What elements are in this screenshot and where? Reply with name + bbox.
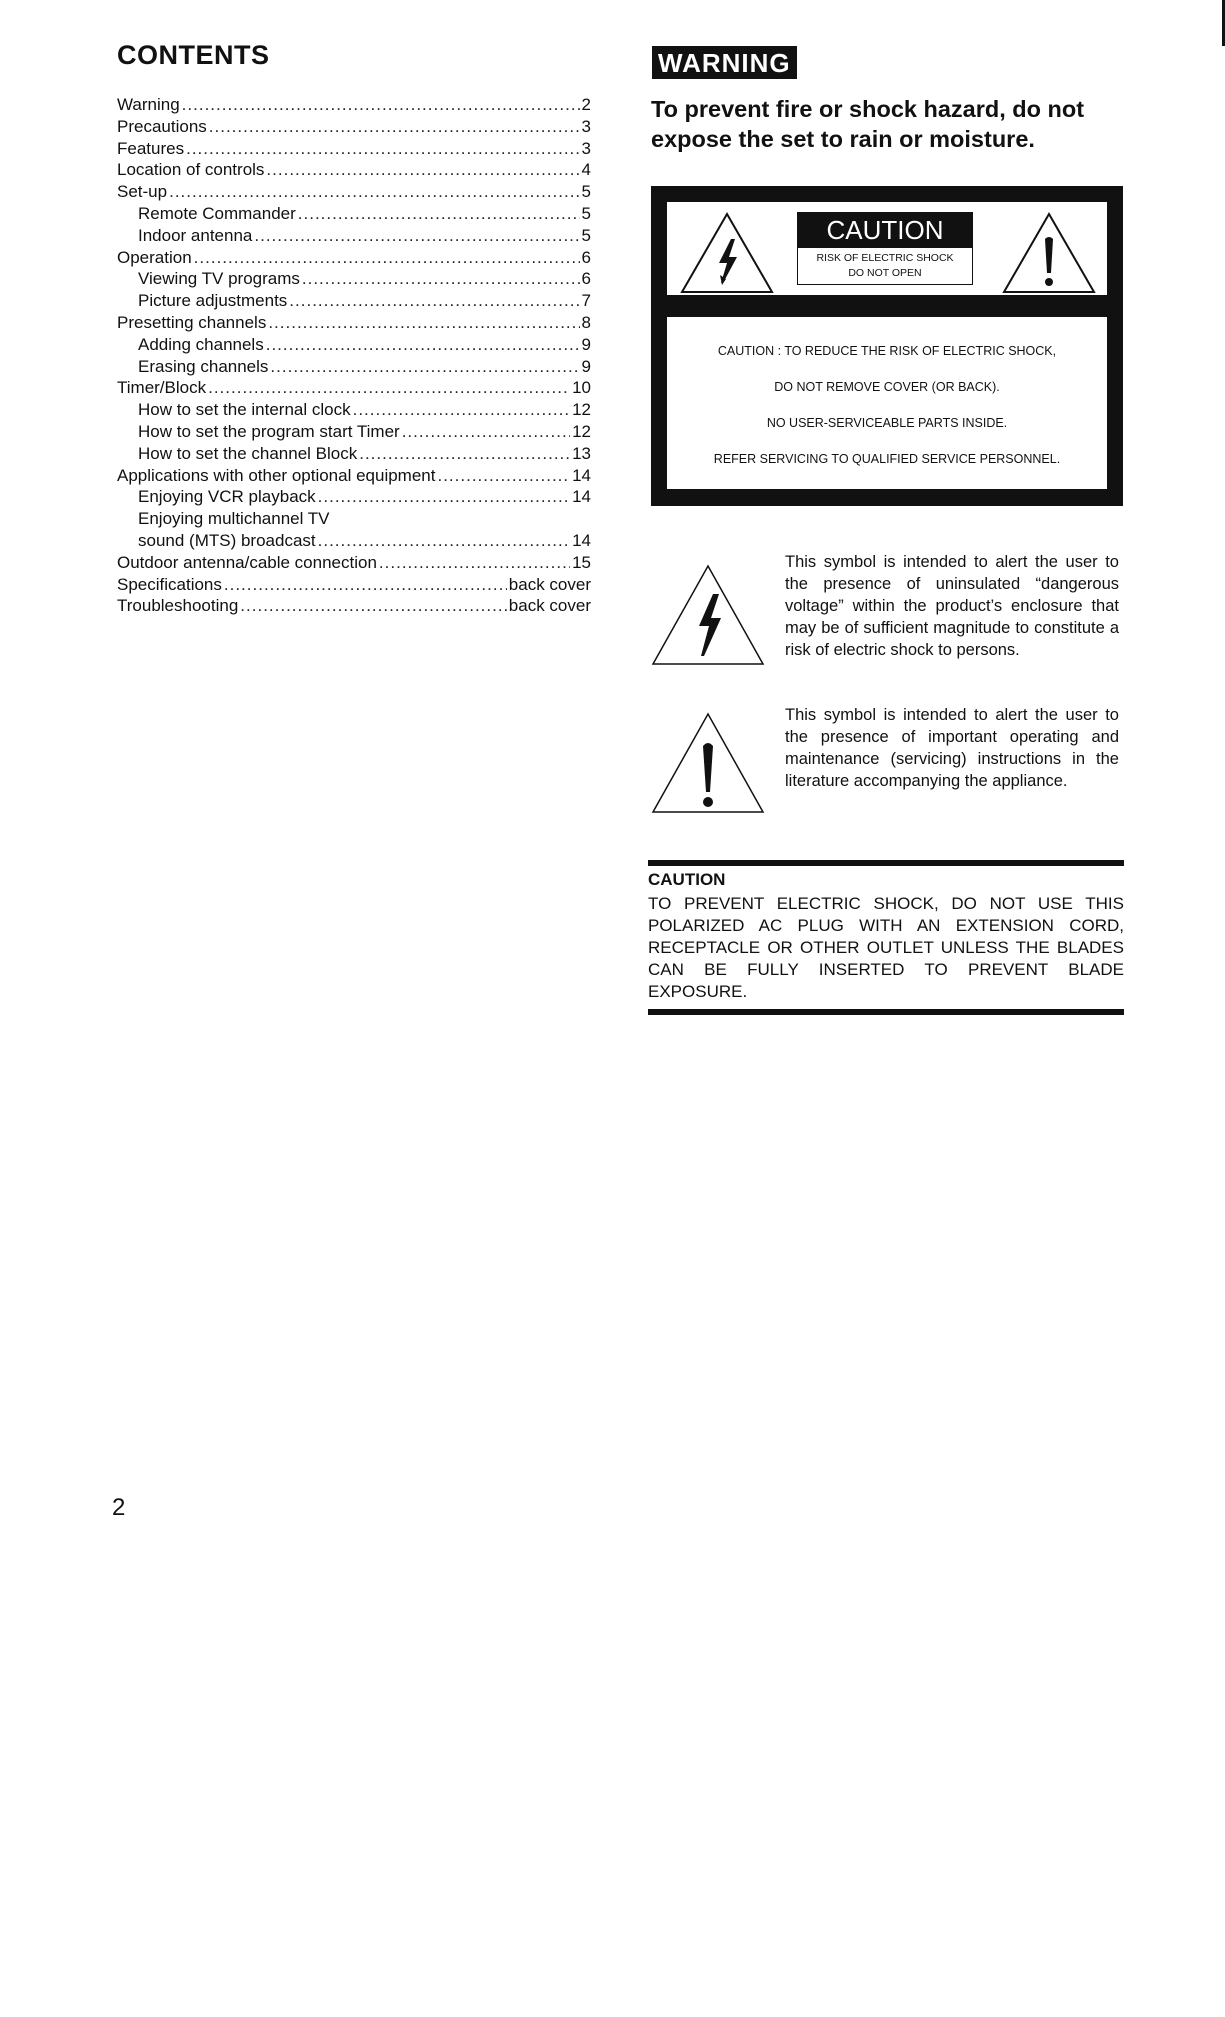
toc-entry (117, 247, 591, 269)
toc-entry (117, 421, 591, 443)
toc-entry (117, 574, 591, 596)
exclamation-symbol-text: This symbol is intended to alert the user to the presence of important operating and maintenance (servicing) instructions in the literature accompanying the appliance. (785, 706, 1119, 790)
toc-entry-page: 14 (572, 465, 591, 485)
warning-badge: WARNING (652, 46, 797, 79)
toc-entry-label: Enjoying multichannel TV (138, 509, 330, 529)
toc-entry (117, 486, 591, 508)
toc-entry-page: 6 (581, 247, 591, 267)
caution-label-top-panel (667, 202, 1107, 295)
toc-entry-label: Erasing channels (138, 356, 269, 376)
toc-entry (117, 530, 591, 552)
toc-entry (117, 225, 591, 247)
toc-leader-dots (208, 377, 570, 399)
toc-leader-dots (379, 552, 570, 574)
caution-label-sub-line1: RISK OF ELECTRIC SHOCK (816, 252, 954, 264)
toc-entry (117, 377, 591, 399)
toc-entry-label: Set-up (117, 182, 168, 202)
electric-shock-warning-icon (651, 564, 765, 666)
toc-entry-page: 6 (581, 269, 591, 289)
toc-entry (117, 443, 591, 465)
toc-entry (117, 356, 591, 378)
caution-label-subtext (797, 248, 973, 285)
toc-entry (117, 94, 591, 116)
toc-entry (117, 595, 591, 617)
toc-leader-dots (289, 290, 579, 312)
toc-entry-label: Adding channels (138, 334, 264, 354)
toc-entry (117, 203, 591, 225)
toc-entry-label: Viewing TV programs (138, 269, 300, 289)
toc-entry (117, 399, 591, 421)
toc-entry-label: How to set the program start Timer (138, 421, 400, 441)
toc-leader-dots (209, 116, 580, 138)
toc-entry-page: 10 (572, 378, 591, 398)
toc-entry (117, 159, 591, 181)
toc-leader-dots (359, 443, 570, 465)
plug-caution-text: TO PREVENT ELECTRIC SHOCK, DO NOT USE THIS POLARIZED AC PLUG WITH AN EXTENSION CORD, RECEPTACLE OR OTHER OUTLET UNLESS THE BLADES CAN BE FULLY INSERTED TO PREVENT BLADE EXPOSURE. (648, 894, 1124, 1001)
plug-caution-title: CAUTION (648, 870, 726, 889)
toc-entry-page: 15 (572, 552, 591, 572)
divider-top (648, 860, 1124, 866)
lightning-triangle-icon (679, 211, 775, 295)
toc-entry-label: Remote Commander (138, 203, 296, 223)
toc-entry-page: 12 (572, 400, 591, 420)
toc-entry-page: 5 (581, 182, 591, 202)
toc-leader-dots (266, 334, 580, 356)
table-of-contents (117, 94, 591, 617)
toc-leader-dots (298, 203, 580, 225)
toc-leader-dots (182, 94, 580, 116)
toc-leader-dots (224, 574, 507, 596)
toc-entry (117, 552, 591, 574)
toc-entry (117, 268, 591, 290)
warning-statement: To prevent fire or shock hazard, do not expose the set to rain or moisture. (651, 96, 1085, 152)
toc-leader-dots (437, 465, 570, 487)
toc-leader-dots (240, 595, 507, 617)
toc-entry-label: Operation (117, 247, 192, 267)
caution-label-line1: CAUTION : TO REDUCE THE RISK OF ELECTRIC SHOCK, (717, 344, 1057, 358)
toc-leader-dots (186, 138, 579, 160)
lightning-symbol-text: This symbol is intended to alert the user to the presence of uninsulated “dangerous voltage” within the product’s enclosure that may be of sufficient magnitude to constitute a risk of electric shock to persons. (785, 553, 1119, 659)
toc-entry-label: Location of controls (117, 160, 265, 180)
toc-entry-label: sound (MTS) broadcast (138, 530, 316, 550)
toc-leader-dots (318, 486, 570, 508)
toc-leader-dots (194, 247, 580, 269)
toc-entry-page: 4 (581, 160, 591, 180)
toc-entry (117, 181, 591, 203)
caution-label-line3: NO USER-SERVICEABLE PARTS INSIDE. (766, 416, 1008, 430)
contents-title: CONTENTS (117, 40, 270, 70)
caution-label-line4: REFER SERVICING TO QUALIFIED SERVICE PERSONNEL. (713, 452, 1061, 466)
toc-leader-dots (270, 356, 579, 378)
toc-entry-page: 13 (572, 443, 591, 463)
toc-entry-page: 9 (581, 334, 591, 354)
toc-entry-page: 12 (572, 421, 591, 441)
toc-entry-page: 8 (581, 312, 591, 332)
toc-entry (117, 465, 591, 487)
caution-label-bottom-panel (667, 317, 1107, 489)
toc-entry-label: Troubleshooting (117, 596, 239, 616)
toc-entry (117, 138, 591, 160)
lightning-symbol-explanation (651, 551, 1123, 681)
toc-leader-dots (402, 421, 570, 443)
toc-leader-dots (268, 312, 579, 334)
toc-entry-page: 14 (572, 530, 591, 550)
toc-entry-page: 3 (581, 138, 591, 158)
caution-label-plate (797, 212, 973, 289)
toc-entry-label: Presetting channels (117, 312, 267, 332)
toc-entry-page: 5 (581, 203, 591, 223)
toc-leader-dots (353, 399, 570, 421)
toc-leader-dots (266, 159, 579, 181)
toc-entry-page: 2 (581, 95, 591, 114)
toc-entry-page: 14 (572, 487, 591, 507)
toc-entry-page: 5 (581, 225, 591, 245)
toc-entry-label: Precautions (117, 116, 207, 136)
toc-leader-dots (302, 268, 580, 290)
toc-leader-dots (169, 181, 579, 203)
page-number: 2 (112, 1494, 126, 1521)
toc-entry-label: Picture adjustments (138, 291, 288, 311)
toc-entry-page: back cover (508, 574, 591, 594)
toc-entry-label: Specifications (117, 574, 222, 594)
toc-entry (117, 312, 591, 334)
caution-label-sub-line2: DO NOT OPEN (848, 267, 922, 279)
toc-entry-label: How to set the internal clock (138, 400, 351, 420)
toc-entry-label: Indoor antenna (138, 225, 253, 245)
attention-warning-icon (651, 712, 765, 814)
toc-entry (117, 508, 591, 530)
toc-entry-label: Features (117, 138, 185, 158)
toc-entry-label: Outdoor antenna/cable connection (117, 552, 377, 572)
toc-entry (117, 334, 591, 356)
toc-entry-label: Timer/Block (117, 378, 207, 398)
toc-entry-label: Enjoying VCR playback (138, 487, 316, 507)
exclamation-symbol-explanation (651, 704, 1123, 814)
caution-label-line2: DO NOT REMOVE COVER (OR BACK). (774, 380, 1000, 394)
toc-entry (117, 116, 591, 138)
toc-entry-page: 9 (581, 356, 591, 376)
toc-entry-label: Warning (117, 95, 180, 114)
toc-leader-dots (318, 530, 570, 552)
toc-entry-label: How to set the channel Block (138, 443, 358, 463)
toc-entry-page: 3 (581, 116, 591, 136)
toc-entry (117, 290, 591, 312)
toc-entry-page: back cover (508, 596, 591, 616)
toc-entry-label: Applications with other optional equipment (117, 465, 436, 485)
toc-entry-page: 7 (581, 291, 591, 311)
caution-label-box (651, 186, 1123, 506)
exclamation-triangle-icon (1001, 211, 1097, 295)
divider-bottom (648, 1009, 1124, 1015)
caution-label-heading: CAUTION (797, 212, 973, 248)
toc-leader-dots (254, 225, 579, 247)
